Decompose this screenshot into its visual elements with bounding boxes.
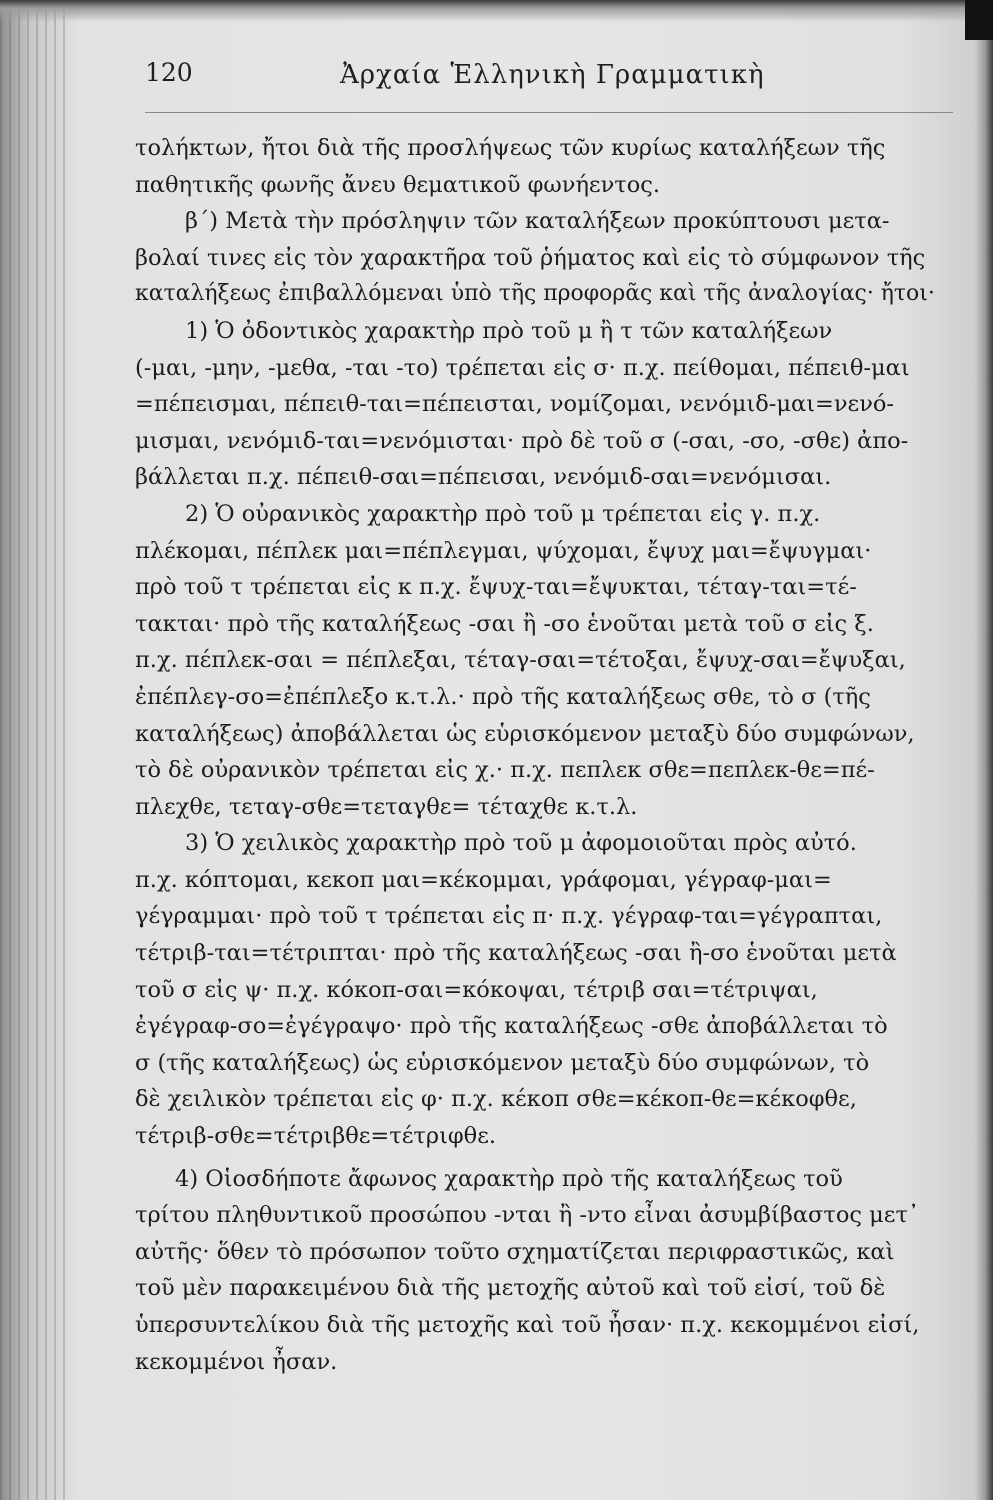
text-line: τέτριβ-σθε=τέτριβθε=τέτριφθε. [135, 1123, 496, 1150]
text-line: πρὸ τοῦ τ τρέπεται εἰς κ π.χ. ἔψυχ-ται=ἔψυκται, τέταγ-ται=τέ- [135, 574, 857, 601]
text-line: σ (τῆς καταλήξεως) ὡς εὑρισκόμενον μεταξὺ δύο συμφώνων, τὸ [135, 1049, 870, 1076]
text-line: 3) Ὁ χειλικὸς χαρακτὴρ πρὸ τοῦ μ ἀφομοιοῦται πρὸς αὐτό. [185, 830, 857, 857]
book-gutter [0, 0, 70, 1500]
text-line: αὐτῆς· ὅθεν τὸ πρόσωπον τοῦτο σχηματίζεται περιφραστικῶς, καὶ [135, 1238, 895, 1265]
text-line: τὸ δὲ οὐρανικὸν τρέπεται εἰς χ.· π.χ. πεπλεκ σθε=πεπλεκ-θε=πέ- [135, 757, 875, 784]
page-corner-shadow [965, 0, 993, 40]
top-edge-shadow [0, 0, 993, 22]
text-line: τοῦ σ εἰς ψ· π.χ. κόκοπ-σαι=κόκοψαι, τέτριβ σαι=τέτριψαι, [135, 976, 818, 1003]
text-line: τοῦ μὲν παρακειμένου διὰ τῆς μετοχῆς αὐτοῦ καὶ τοῦ εἰσί, τοῦ δὲ [135, 1275, 886, 1302]
text-line: μισμαι, νενόμιδ-ται=νενόμισται· πρὸ δὲ τοῦ σ (-σαι, -σο, -σθε) ἀπο- [135, 427, 909, 454]
text-line: β΄) Μετὰ τὴν πρόσληψιν τῶν καταλήξεων προκύπτουσι μετα- [185, 208, 890, 235]
text-line: ἐπέπλεγ-σο=ἐπέπλεξο κ.τ.λ.· πρὸ τῆς καταλήξεως σθε, τὸ σ (τῆς [135, 683, 871, 710]
text-line: τολήκτων, ἤτοι διὰ τῆς προσλήψεως τῶν κυρίως καταλήξεων τῆς [135, 135, 886, 161]
text-line: τρίτου πληθυντικοῦ προσώπου -νται ἢ -ντο εἶναι ἀσυμβίβαστος μετ᾽ [135, 1202, 920, 1229]
body-text [135, 130, 935, 1380]
text-line: καταλήξεως ἐπιβαλλόμεναι ὑπὸ τῆς προφορᾶς καὶ τῆς ἀναλογίας· ἤτοι· [135, 281, 935, 307]
text-line: βάλλεται π.χ. πέπειθ-σαι=πέπεισαι, νενόμιδ-σαι=νενόμισαι. [135, 464, 832, 491]
text-line: ἐγέγραφ-σο=ἐγέγραψο· πρὸ τῆς καταλήξεως -σθε ἀποβάλλεται τὸ [135, 1013, 888, 1040]
text-line: ὑπερσυντελίκου διὰ τῆς μετοχῆς καὶ τοῦ ἦσαν· π.χ. κεκομμένοι εἰσί, [135, 1312, 920, 1338]
text-line: δὲ χειλικὸν τρέπεται εἰς φ· π.χ. κέκοπ σθε=κέκοπ-θε=κέκοφθε, [135, 1086, 857, 1113]
page-number: 120 [145, 58, 193, 87]
text-line: 4) Οἱοσδήποτε ἄφωνος χαρακτὴρ πρὸ τῆς καταλήξεως τοῦ [175, 1165, 843, 1192]
text-line: πλέκομαι, πέπλεκ μαι=πέπλεγμαι, ψύχομαι, ἔψυχ μαι=ἔψυγμαι· [135, 537, 872, 564]
text-line: πλεχθε, τεταγ-σθε=τεταγθε= τέταχθε κ.τ.λ. [135, 793, 638, 820]
text-line: 1) Ὁ ὀδοντικὸς χαρακτὴρ πρὸ τοῦ μ ἢ τ τῶν καταλήξεων [185, 317, 833, 344]
page-header [145, 58, 955, 102]
text-line: τακται· πρὸ τῆς καταλήξεως -σαι ἢ -σο ἑνοῦται μετὰ τοῦ σ εἰς ξ. [135, 610, 874, 637]
text-line: βολαί τινες εἰς τὸν χαρακτῆρα τοῦ ῥήματος καὶ εἰς τὸ σύμφωνον τῆς [135, 244, 926, 271]
text-line: π.χ. κόπτομαι, κεκοπ μαι=κέκομμαι, γράφομαι, γέγραφ-μαι= [135, 866, 832, 893]
header-rule [145, 112, 953, 113]
text-line: παθητικῆς φωνῆς ἄνευ θεματικοῦ φωνήεντος. [135, 171, 661, 198]
running-title: Ἀρχαία Ἑλληνικὴ Γραμματικὴ [340, 60, 765, 90]
text-line: π.χ. πέπλεκ-σαι = πέπλεξαι, τέταγ-σαι=τέτοξαι, ἔψυχ-σαι=ἔψυξαι, [135, 647, 906, 674]
text-line: =πέπεισμαι, πέπειθ-ται=πέπεισται, νομίζομαι, νενόμιδ-μαι=νενό- [135, 391, 895, 418]
text-line: (-μαι, -μην, -μεθα, -ται -το) τρέπεται εἰς σ· π.χ. πείθομαι, πέπειθ-μαι [135, 354, 910, 381]
text-line: γέγραμμαι· πρὸ τοῦ τ τρέπεται εἰς π· π.χ. γέγραφ-ται=γέγραπται, [135, 903, 883, 930]
text-line: κεκομμένοι ἦσαν. [135, 1348, 338, 1375]
text-line: καταλήξεως) ἀποβάλλεται ὡς εὑρισκόμενον μεταξὺ δύο συμφώνων, [135, 720, 915, 747]
text-line: 2) Ὁ οὐρανικὸς χαρακτὴρ πρὸ τοῦ μ τρέπεται εἰς γ. π.χ. [185, 500, 821, 527]
text-line: τέτριβ-ται=τέτριπται· πρὸ τῆς καταλήξεως -σαι ἢ-σο ἑνοῦται μετὰ [135, 940, 897, 967]
